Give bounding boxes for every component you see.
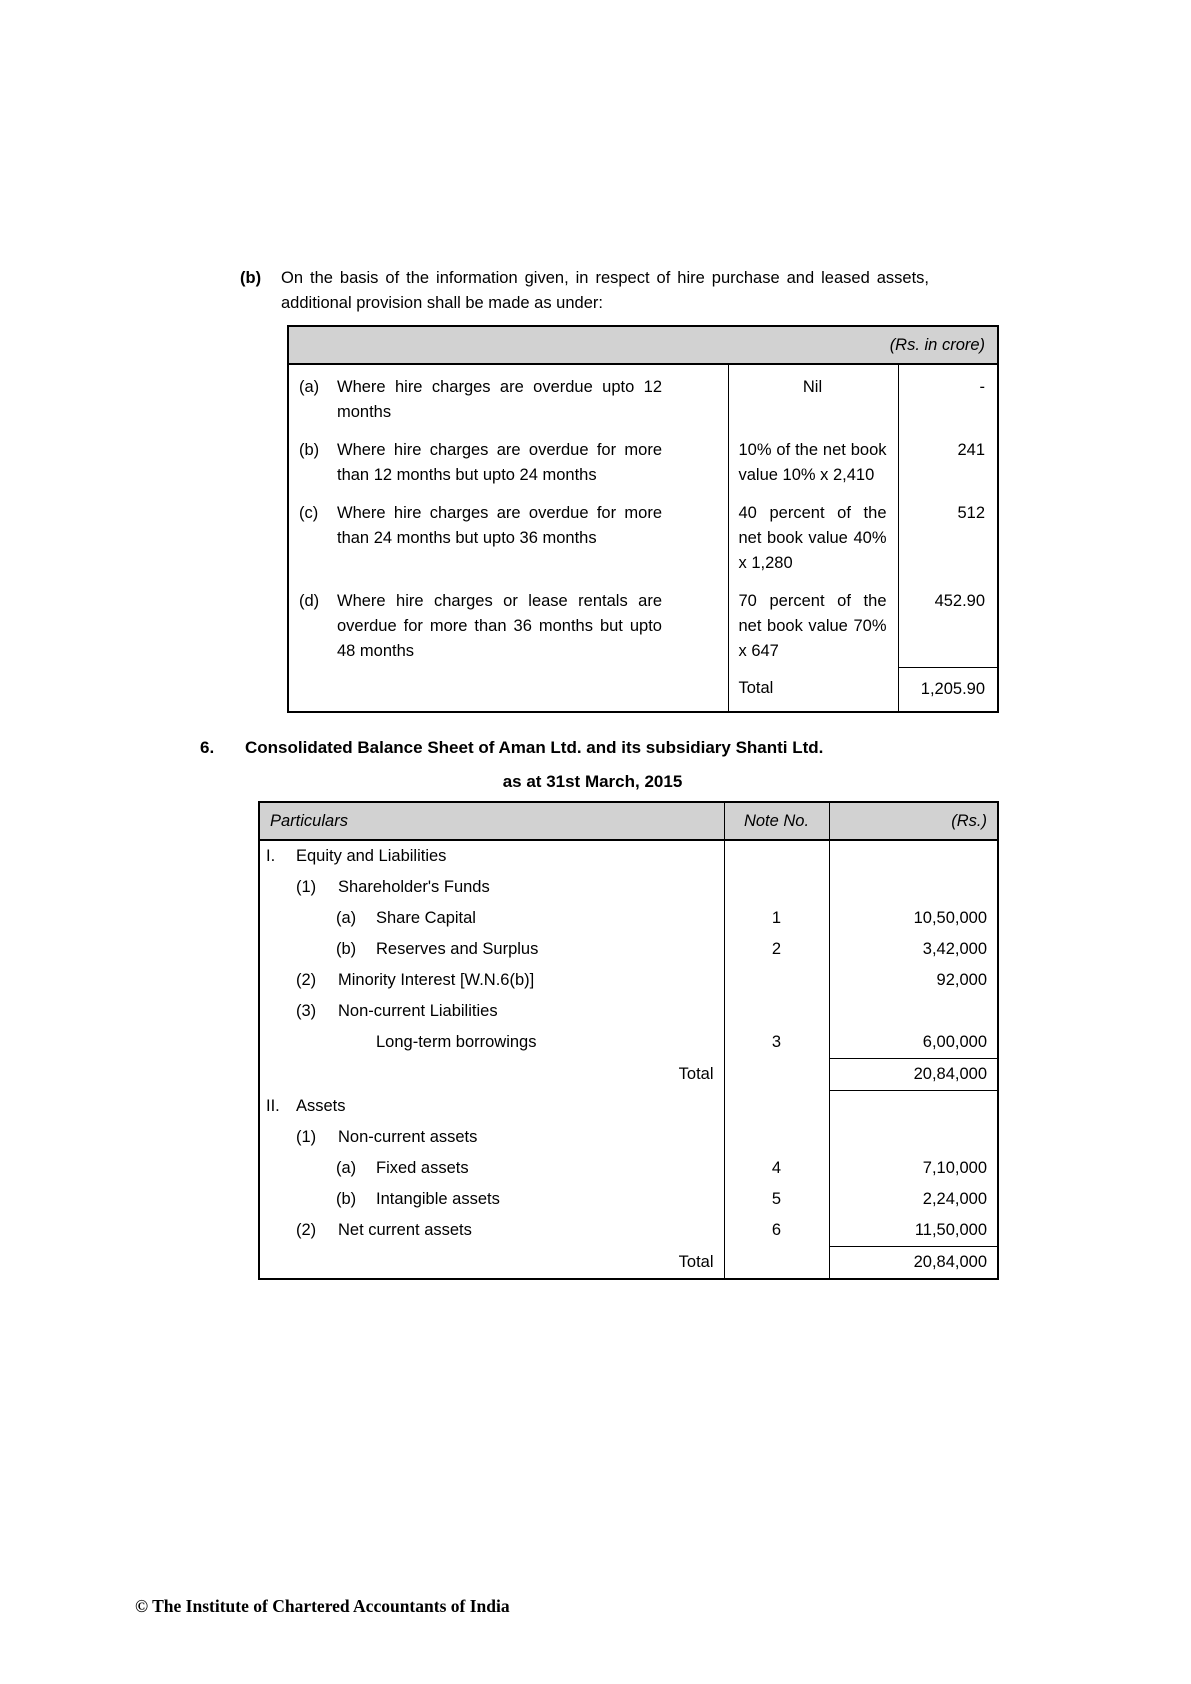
row-text: Equity and Liabilities (296, 847, 447, 865)
row-content (260, 1097, 724, 1116)
provision-basis-cell (728, 364, 898, 428)
row-label: (2) (296, 1221, 317, 1240)
particulars-cell (259, 965, 724, 996)
note-cell (724, 840, 829, 872)
particulars-cell (259, 1122, 724, 1153)
row-content (260, 1002, 724, 1021)
provision-amount-cell: 512 (957, 504, 986, 522)
provision-amount-cell: 452.90 (934, 592, 986, 610)
row-text: Non-current assets (338, 1128, 478, 1146)
row-content (260, 1190, 724, 1209)
row-label: (a) (336, 909, 357, 927)
header-amount: (Rs.) (829, 802, 998, 840)
row-text: Assets (296, 1096, 346, 1115)
note-cell: 2 (724, 934, 829, 965)
table-row (259, 996, 998, 1027)
provision-basis-cell (728, 491, 898, 579)
row-label: (d) (299, 592, 320, 610)
row-text: Minority Interest [W.N.6(b)] (338, 971, 535, 989)
table-row (288, 579, 998, 667)
row-text: Share Capital (376, 909, 476, 927)
provision-basis-cell (728, 579, 898, 667)
paragraph-b (240, 266, 940, 316)
row-content (260, 847, 724, 866)
note-cell (724, 965, 829, 996)
particulars-cell (259, 1215, 724, 1247)
row-label: (b) (336, 940, 357, 958)
provision-basis-cell (728, 428, 898, 491)
row-content (260, 909, 724, 928)
note-cell (724, 1059, 829, 1091)
table-row (259, 1027, 998, 1059)
row-text: Net current assets (338, 1221, 472, 1240)
amount-cell: 11,50,000 (914, 1221, 987, 1239)
row-text: Reserves and Surplus (376, 940, 539, 958)
total-row (288, 667, 998, 712)
row-description: Where hire charges are overdue upto 12 months (337, 378, 662, 421)
particulars-cell (259, 1153, 724, 1184)
row-label: (3) (296, 1002, 317, 1020)
total-amount-cell: 20,84,000 (829, 1247, 998, 1280)
row-text: Intangible assets (376, 1190, 500, 1208)
row-content (260, 940, 724, 959)
paragraph-b-text: On the basis of the information given, in respect of hire purchase and leased assets, additional provision shall be made as under: (281, 269, 929, 312)
provision-table (287, 325, 999, 713)
note-cell: 1 (724, 903, 829, 934)
table-row (259, 903, 998, 934)
header-note-no: Note No. (724, 802, 829, 840)
row-content (260, 1033, 724, 1052)
copyright-footer: © The Institute of Chartered Accountants of India (135, 1596, 510, 1616)
particulars-cell (259, 996, 724, 1027)
provision-basis: 40 percent of the net book value 40% x 1,280 (738, 504, 887, 572)
provision-description-cell (288, 428, 728, 491)
row-description: Where hire charges are overdue for more than 12 months but upto 24 months (337, 441, 662, 484)
total-row (259, 1247, 998, 1280)
row-label: (1) (296, 1128, 317, 1146)
amount-cell: 6,00,000 (922, 1033, 987, 1051)
particulars-cell (259, 840, 724, 872)
provision-table-header-row (288, 326, 998, 364)
row-content (299, 589, 728, 664)
row-label: (b) (336, 1190, 357, 1208)
row-description: Where hire charges or lease rentals are overdue for more than 36 months but upto 48 months (337, 592, 662, 660)
provision-basis: 70 percent of the net book value 70% x 647 (738, 592, 887, 660)
row-label: (1) (296, 878, 317, 896)
row-content (260, 1159, 724, 1178)
amount-cell (829, 840, 998, 872)
total-label-cell: Total (728, 667, 898, 712)
table-row (259, 1215, 998, 1247)
amount-cell: 7,10,000 (922, 1159, 987, 1177)
row-content (299, 438, 728, 488)
total-label-cell: Total (259, 1247, 724, 1280)
provision-basis: Nil (802, 378, 823, 396)
amount-cell: 2,24,000 (922, 1190, 987, 1208)
amount-cell: 10,50,000 (913, 909, 987, 927)
section-number: 6. (200, 738, 215, 757)
table-row (259, 965, 998, 996)
total-amount-cell: 20,84,000 (829, 1059, 998, 1091)
table-row (259, 1122, 998, 1153)
row-label: (2) (296, 971, 317, 989)
particulars-cell (259, 1091, 724, 1123)
total-row (259, 1059, 998, 1091)
amount-cell: 92,000 (936, 971, 987, 989)
note-cell: 4 (724, 1153, 829, 1184)
table-row (259, 1184, 998, 1215)
particulars-cell (259, 934, 724, 965)
particulars-cell (259, 1184, 724, 1215)
amount-cell (829, 996, 998, 1027)
provision-amount-cell: 241 (957, 441, 986, 459)
amount-cell (829, 1122, 998, 1153)
amount-cell: 3,42,000 (922, 940, 987, 958)
table-row (288, 428, 998, 491)
amount-cell (829, 872, 998, 903)
note-cell: 6 (724, 1215, 829, 1247)
particulars-cell (259, 1027, 724, 1059)
header-particulars: Particulars (259, 802, 724, 840)
row-content (260, 1128, 724, 1147)
section-subtitle: as at 31st March, 2015 (502, 772, 683, 791)
provision-amount-cell: - (979, 378, 986, 396)
table-row (259, 872, 998, 903)
provision-basis: 10% of the net book value 10% x 2,410 (738, 441, 887, 484)
row-text: Fixed assets (376, 1159, 469, 1177)
row-label: I. (266, 847, 276, 865)
table-row (259, 934, 998, 965)
row-text: Non-current Liabilities (338, 1002, 498, 1020)
table-row (259, 1091, 998, 1123)
paragraph-b-label: (b) (240, 269, 262, 287)
row-content (260, 1221, 724, 1240)
total-amount-cell: 1,205.90 (898, 667, 998, 712)
note-cell (724, 996, 829, 1027)
section-heading (200, 735, 1050, 760)
row-content (299, 501, 728, 551)
row-text: Shareholder's Funds (338, 878, 490, 896)
note-cell (724, 1247, 829, 1280)
section-title: Consolidated Balance Sheet of Aman Ltd. and its subsidiary Shanti Ltd. (245, 738, 824, 757)
note-cell (724, 1122, 829, 1153)
row-label: II. (266, 1096, 280, 1115)
row-label: (b) (299, 441, 320, 459)
note-cell (724, 872, 829, 903)
row-content (299, 375, 728, 425)
row-label: (a) (336, 1159, 357, 1177)
table-row (259, 1153, 998, 1184)
table-row (259, 840, 998, 872)
row-content (260, 971, 724, 990)
table-row (288, 491, 998, 579)
balance-sheet-header-row (259, 802, 998, 840)
balance-sheet-table (258, 801, 999, 1280)
row-label: (c) (299, 504, 319, 522)
particulars-cell (259, 872, 724, 903)
provision-description-cell (288, 579, 728, 667)
row-text: Long-term borrowings (376, 1033, 537, 1052)
empty-cell (288, 667, 728, 712)
table-row (288, 364, 998, 428)
row-content (260, 878, 724, 897)
note-cell: 3 (724, 1027, 829, 1059)
total-label-cell: Total (259, 1059, 724, 1091)
provision-table-unit-header: (Rs. in crore) (288, 326, 998, 364)
note-cell: 5 (724, 1184, 829, 1215)
provision-description-cell (288, 491, 728, 579)
note-cell (724, 1091, 829, 1123)
row-label: (a) (299, 378, 320, 396)
row-description: Where hire charges are overdue for more than 24 months but upto 36 months (337, 504, 662, 547)
amount-cell (829, 1091, 998, 1123)
provision-description-cell (288, 364, 728, 428)
particulars-cell (259, 903, 724, 934)
